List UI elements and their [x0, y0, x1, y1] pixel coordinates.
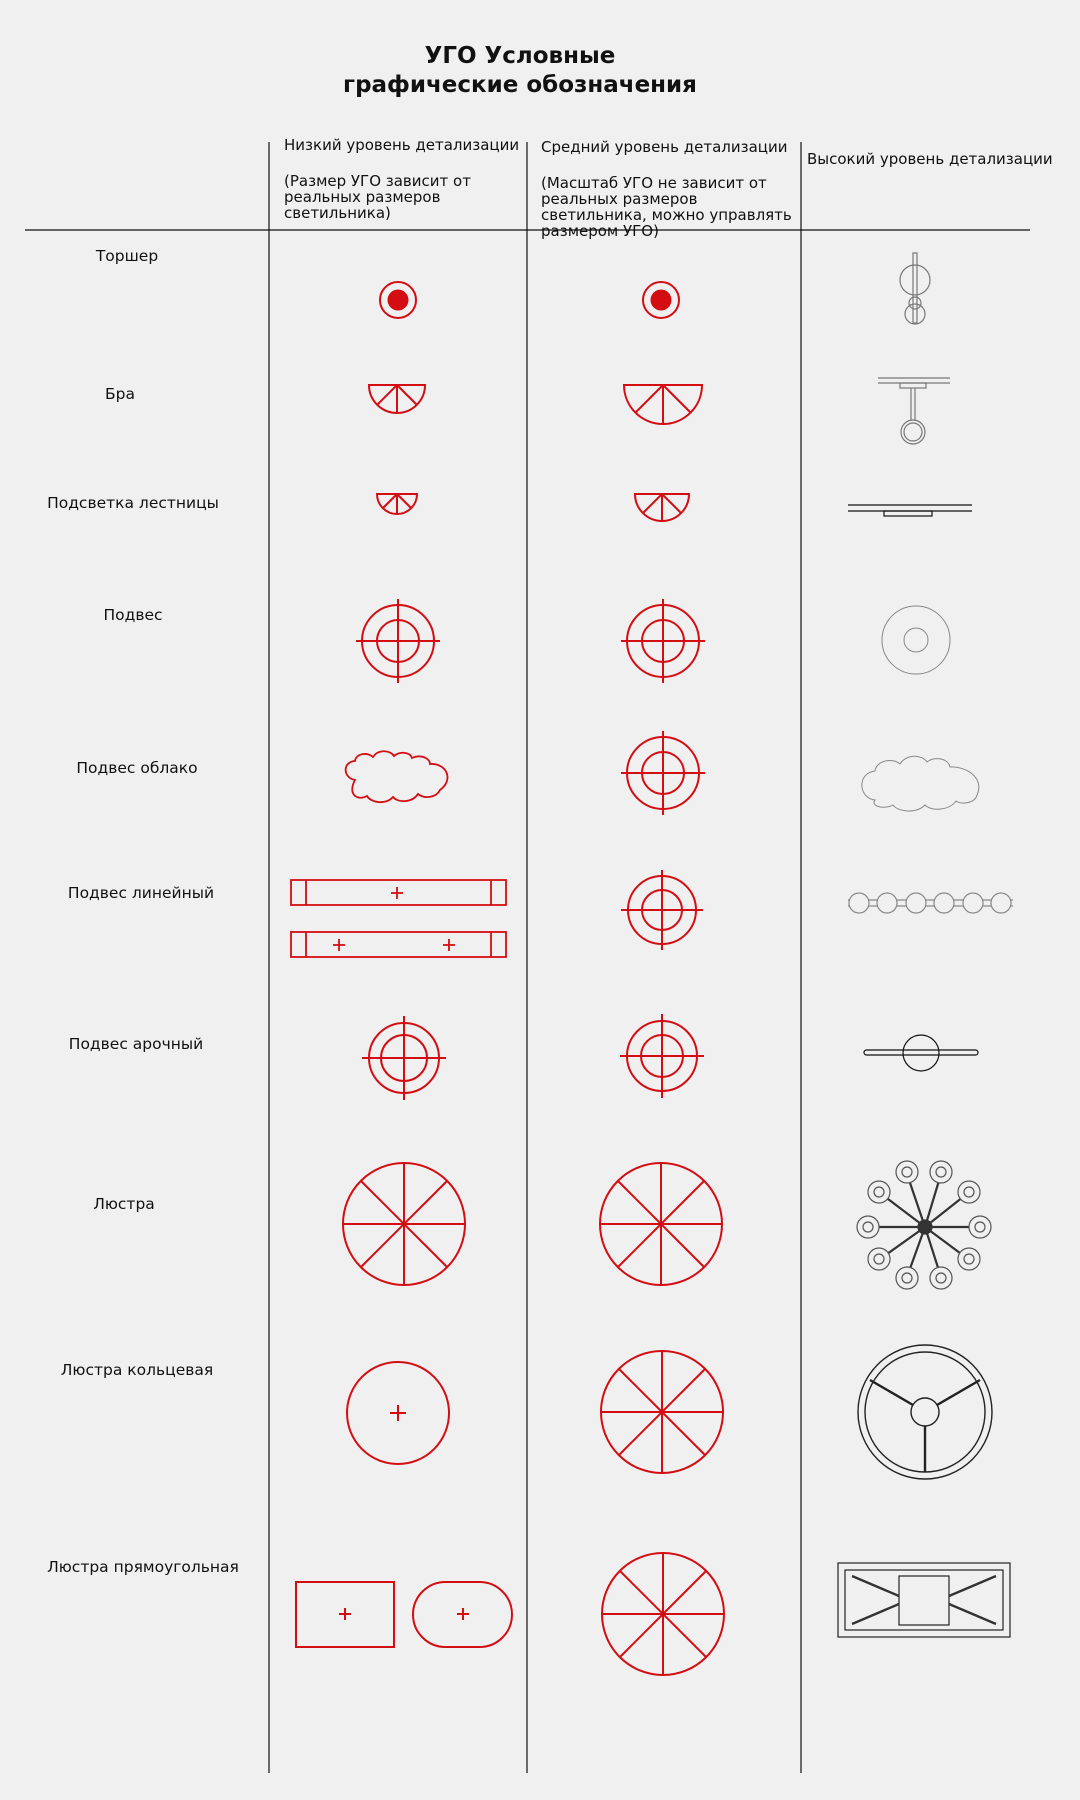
torsher-icon-medium [643, 282, 679, 318]
bra-icon-high [878, 378, 950, 444]
row-label-bra: Бра [105, 385, 135, 403]
rect-chandelier-icon-low [296, 1582, 512, 1647]
linear-pendant-icon-high [848, 893, 1013, 913]
stair-light-icon-high [848, 505, 972, 516]
ring-chandelier-icon-low [347, 1362, 449, 1464]
pendant-icon-high [882, 606, 950, 674]
row-label-pendant-linear: Подвес линейный [67, 884, 215, 902]
row-label-pendant-cloud: Подвес облако [76, 759, 198, 777]
column-title: Низкий уровень детализации [284, 136, 520, 154]
stair-light-icon-low [377, 494, 417, 514]
row-label-pendant-arch: Подвес арочный [68, 1035, 204, 1053]
column-note: (Масштаб УГО не зависит от реальных размеров светильника, можно управлять размером УГО) [541, 174, 792, 240]
stair-light-icon-medium [635, 494, 689, 521]
bra-icon-low [369, 385, 425, 413]
table-grid [25, 142, 1030, 1773]
cloud-pendant-icon-high [862, 756, 979, 811]
linear-pendant-icon-low [291, 880, 506, 957]
rect-chandelier-icon-medium [602, 1553, 724, 1675]
row-label-torsher: Торшер [95, 247, 159, 265]
linear-pendant-icon-medium [621, 870, 703, 950]
page-title: УГО Условные графические обозначения [343, 43, 697, 98]
ring-chandelier-icon-high [858, 1345, 992, 1479]
column-note: (Размер УГО зависит от реальных размеров светильника) [284, 172, 471, 222]
cloud-pendant-icon-low [346, 751, 448, 802]
pendant-icon-medium [621, 599, 705, 683]
ring-chandelier-icon-medium [601, 1351, 723, 1473]
chandelier-icon-medium [600, 1163, 722, 1285]
torsher-icon-low [380, 282, 416, 318]
arch-pendant-icon-high [864, 1035, 978, 1071]
bra-icon-medium [624, 385, 702, 424]
rect-chandelier-icon-high [838, 1563, 1010, 1637]
torsher-icon-high [900, 253, 930, 324]
arch-pendant-icon-medium [620, 1014, 704, 1098]
row-label-pendant: Подвес [103, 606, 163, 624]
chandelier-icon-high [857, 1161, 991, 1289]
chandelier-icon-low [343, 1163, 465, 1285]
row-label-chandelier-ring: Люстра кольцевая [60, 1361, 214, 1379]
arch-pendant-icon-low [362, 1016, 446, 1100]
row-label-stair-light: Подсветка лестницы [47, 494, 219, 512]
row-label-chandelier: Люстра [93, 1195, 155, 1213]
column-title: Высокий уровень детализации [807, 150, 1053, 168]
column-title: Средний уровень детализации [541, 138, 788, 156]
cloud-pendant-icon-medium [621, 731, 705, 815]
pendant-icon-low [356, 599, 440, 683]
row-label-chandelier-rect: Люстра прямоугольная [47, 1558, 239, 1576]
